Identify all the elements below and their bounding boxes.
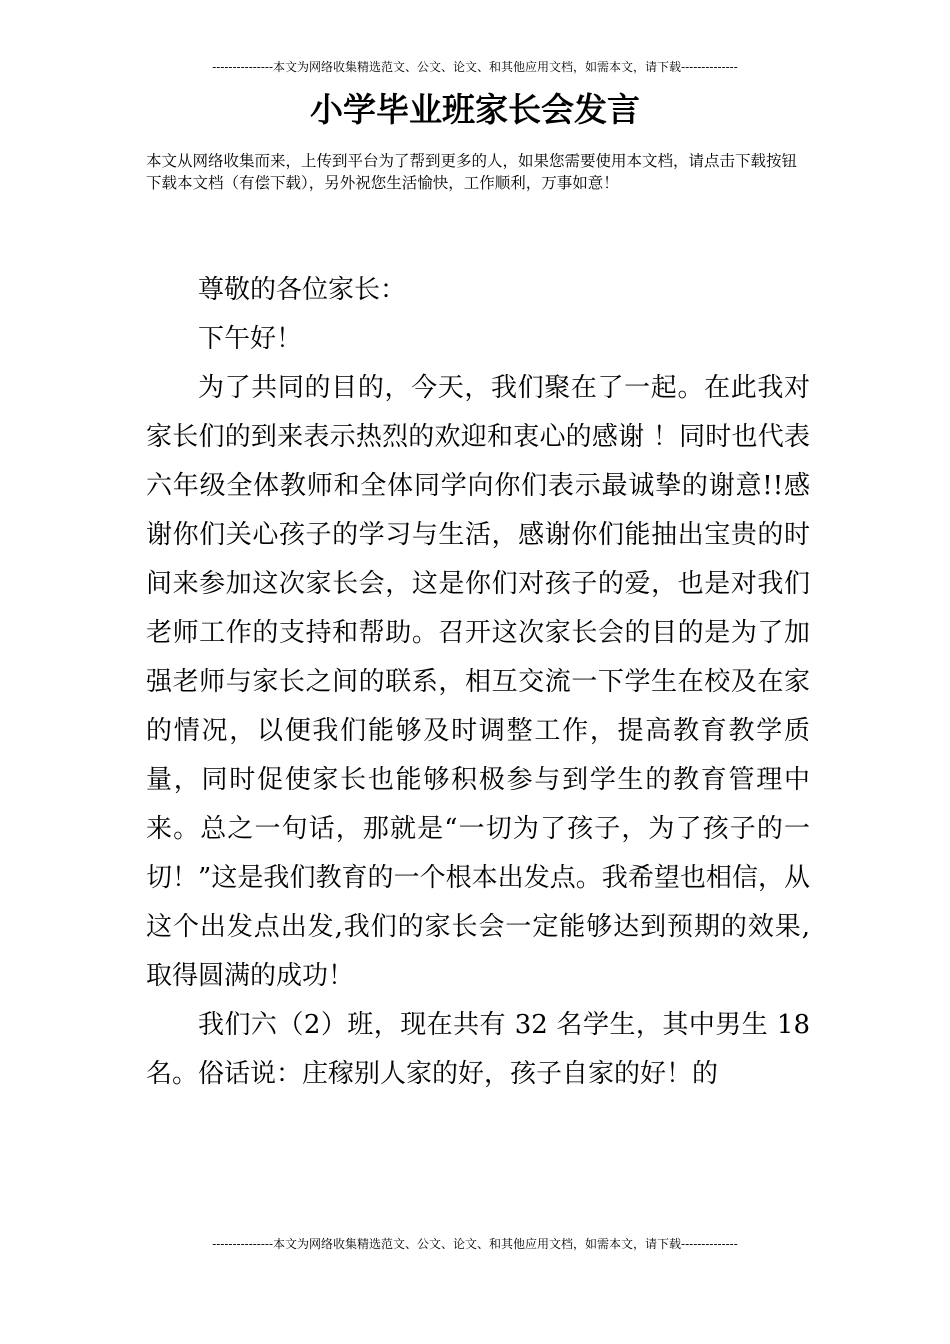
body-paragraph: 我们六（2）班，现在共有 32 名学生，其中男生 18 名。俗话说：庄稼别人家的好，孩子自家的好！的 (146, 1010, 810, 1089)
document-body (146, 266, 810, 1099)
body-paragraph: 为了共同的目的，今天，我们聚在了一起。在此我对家长们的到来表示热烈的欢迎和衷心的感谢 ！同时也代表六年级全体教师和全体同学向你们表示最诚挚的谢意!!感谢你们关心孩子的学习与生活，感谢你们能抽出宝贵的时间来参加这次家长会，这是你们对孩子的爱，也是对我们老师工作的支持和帮助。召开这次家长会的目的是为了加强老师与家长之间的联系，相互交流一下学生在校及在家的情况，以便我们能够及时调整工作，提高教育教学质量，同时促使家长也能够积极参与到学生的教育管理中来。总之一句话，那就是“一切为了孩子，为了孩子的一切！”这是我们教育的一个根本出发点。我希望也相信，从这个出发点出发,我们的家长会一定能够达到预期的效果,取得圆满的成功！ (146, 373, 810, 991)
greeting: 下午好！ (198, 324, 303, 354)
document-title: 小学毕业班家长会发言 (310, 90, 640, 129)
salutation: 尊敬的各位家长： (198, 275, 407, 305)
download-notice: 本文从网络收集而来，上传到平台为了帮到更多的人，如果您需要使用本文档，请点击下载按钮下载本文档（有偿下载），另外祝您生活愉快，工作顺利，万事如意！ (146, 152, 798, 192)
running-header: ---------------本文为网络收集精选范文、公文、论文、和其他应用文档，如需本文，请下载-------------- (212, 60, 738, 74)
running-footer: ---------------本文为网络收集精选范文、公文、论文、和其他应用文档，如需本文，请下载-------------- (212, 1237, 738, 1251)
